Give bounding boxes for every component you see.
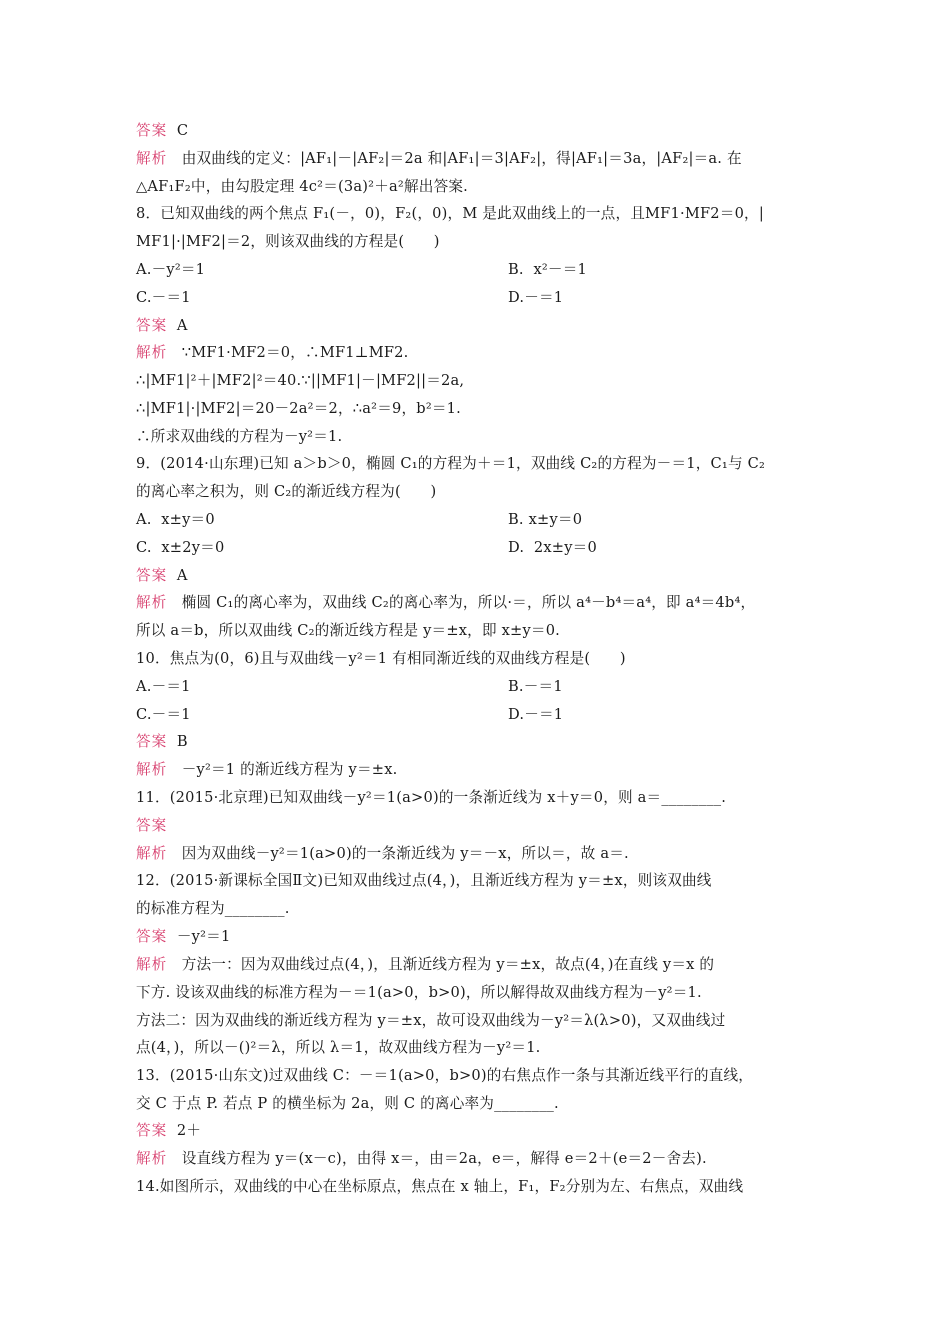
analysis-tag: 解析 (136, 594, 168, 611)
line-text: 方法一：因为双曲线过点(4，)，且渐近线方程为 y＝±x，故点(4，)在直线 y＝x 的 (167, 956, 715, 973)
option-right: B. x²－＝1 (508, 261, 587, 278)
line-text: －y²＝1 (167, 928, 231, 945)
analysis-line (136, 759, 397, 781)
answer-tag: 答案 (136, 1122, 168, 1139)
answer-line (136, 565, 188, 587)
text-line: 所以 a＝b，所以双曲线 C₂的渐近线方程是 y＝±x，即 x±y＝0. (136, 622, 561, 639)
analysis-tag: 解析 (136, 150, 168, 167)
analysis-tag: 解析 (136, 845, 168, 862)
analysis-tag: 解析 (136, 1150, 168, 1167)
text-line: ∴|MF1|²＋|MF2|²＝40.∵||MF1|－|MF2||＝2a, (136, 372, 465, 389)
analysis-line (136, 843, 629, 865)
text-line: ∴所求双曲线的方程为－y²＝1. (136, 428, 343, 445)
answer-line (136, 731, 188, 753)
text-line: MF1|·|MF2|＝2，则该双曲线的方程是( ) (136, 233, 440, 250)
line-text: 由双曲线的定义：|AF₁|－|AF₂|＝2a 和|AF₁|＝3|AF₂|，得|AF₁|＝3a，|AF₂|＝a. 在 (167, 150, 742, 167)
text-line: 的标准方程为________. (136, 900, 290, 917)
line-text: 2＋ (167, 1122, 202, 1139)
answer-tag: 答案 (136, 317, 168, 334)
line-text: 因为双曲线－y²＝1(a>0)的一条渐近线为 y＝－x，所以＝，故 a＝. (167, 845, 629, 862)
line-text: A (167, 567, 188, 584)
line-text: 椭圆 C₁的离心率为，双曲线 C₂的离心率为，所以·＝，所以 a⁴－b⁴＝a⁴，即 a⁴＝4b⁴， (167, 594, 756, 611)
analysis-line (136, 592, 755, 614)
line-text: 设直线方程为 y＝(x－c)，由得 x＝，由＝2a，e＝，解得 e＝2＋(e＝2－舍去). (167, 1150, 707, 1167)
answer-tag: 答案 (136, 733, 168, 750)
text-line: 方法二：因为双曲线的渐近线方程为 y＝±x，故可设双曲线为－y²＝λ(λ>0)，又双曲线过 (136, 1012, 726, 1029)
analysis-tag: 解析 (136, 761, 168, 778)
line-text: B (167, 733, 188, 750)
option-left: C.－＝1 (136, 289, 191, 306)
option-right: D.－＝1 (508, 706, 564, 723)
answer-line (136, 315, 188, 337)
text-line: 11．(2015·北京理)已知双曲线－y²＝1(a>0)的一条渐近线为 x＋y＝0，则 a＝________. (136, 789, 727, 806)
text-line: 14.如图所示，双曲线的中心在坐标原点，焦点在 x 轴上，F₁，F₂分别为左、右焦点，双曲线 (136, 1178, 744, 1195)
text-line: ∴|MF1|·|MF2|＝20－2a²＝2，∴a²＝9，b²＝1. (136, 400, 461, 417)
text-line: 8．已知双曲线的两个焦点 F₁(－，0)，F₂(，0)，M 是此双曲线上的一点，且MF1·MF2＝0，| (136, 205, 764, 222)
line-text: A (167, 317, 188, 334)
line-text: C (167, 122, 189, 139)
analysis-line (136, 1148, 707, 1170)
answer-tag: 答案 (136, 122, 168, 139)
answer-line (136, 926, 230, 948)
line-text: －y²＝1 的渐近线方程为 y＝±x. (167, 761, 398, 778)
analysis-line (136, 954, 714, 976)
option-left: A. x±y＝0 (136, 511, 215, 528)
option-right: D.－＝1 (508, 289, 564, 306)
analysis-tag: 解析 (136, 344, 168, 361)
text-line: 13．(2015·山东文)过双曲线 C：－＝1(a>0，b>0)的右焦点作一条与其渐近线平行的直线， (136, 1067, 754, 1084)
text-line: 交 C 于点 P. 若点 P 的横坐标为 2a，则 C 的离心率为________. (136, 1095, 559, 1112)
answer-tag: 答案 (136, 817, 168, 834)
analysis-line (136, 342, 409, 364)
option-right: B.－＝1 (508, 678, 563, 695)
option-left: C.－＝1 (136, 706, 191, 723)
option-left: C. x±2y＝0 (136, 539, 225, 556)
text-line: 9．(2014·山东理)已知 a＞b＞0，椭圆 C₁的方程为＋＝1，双曲线 C₂的方程为－＝1，C₁与 C₂ (136, 455, 765, 472)
option-left: A.－y²＝1 (136, 261, 206, 278)
answer-line (136, 120, 188, 142)
analysis-line (136, 148, 742, 170)
text-line: 的离心率之积为，则 C₂的渐近线方程为( ) (136, 483, 437, 500)
option-right: D. 2x±y＝0 (508, 539, 597, 556)
option-right: B. x±y＝0 (508, 511, 583, 528)
answer-tag: 答案 (136, 928, 168, 945)
analysis-tag: 解析 (136, 956, 168, 973)
answer-tag: 答案 (136, 567, 168, 584)
text-line: 12．(2015·新课标全国Ⅱ文)已知双曲线过点(4，)，且渐近线方程为 y＝±x，则该双曲线 (136, 872, 712, 889)
answer-line (136, 1120, 201, 1142)
text-line: 10．焦点为(0，6)且与双曲线－y²＝1 有相同渐近线的双曲线方程是( ) (136, 650, 626, 667)
text-line: 下方. 设该双曲线的标准方程为－＝1(a>0，b>0)，所以解得故双曲线方程为－y²＝1. (136, 984, 702, 1001)
line-text: ∵MF1·MF2＝0，∴MF1⊥MF2. (167, 344, 409, 361)
answer-line (136, 815, 167, 837)
text-line: △AF₁F₂中，由勾股定理 4c²＝(3a)²＋a²解出答案. (136, 178, 468, 195)
option-left: A.－＝1 (136, 678, 191, 695)
text-line: 点(4，)，所以－()²＝λ，所以 λ＝1，故双曲线方程为－y²＝1. (136, 1039, 541, 1056)
